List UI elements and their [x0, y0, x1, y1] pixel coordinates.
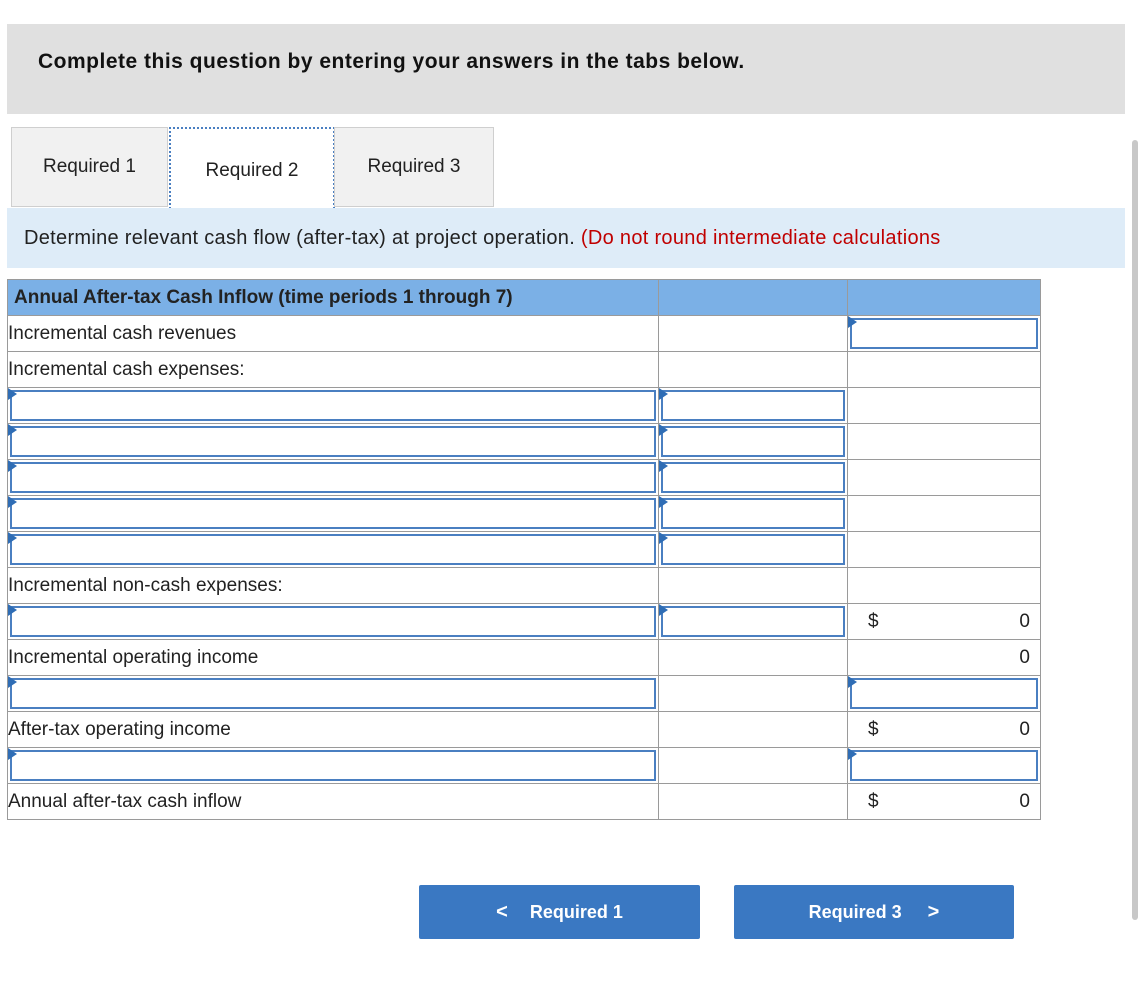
table-row	[8, 388, 1041, 424]
cash-expense-amount-input[interactable]	[661, 498, 845, 529]
instruction-text: Determine relevant cash flow (after-tax) at project operation. (Do not round intermediate calculations	[24, 227, 941, 249]
after-tax-income-label: After-tax operating income	[8, 712, 659, 748]
cash-expenses-label: Incremental cash expenses:	[8, 352, 659, 388]
cash-expense-label-input[interactable]	[10, 534, 656, 565]
tax-amount-input[interactable]	[850, 678, 1038, 709]
table-row	[8, 316, 1041, 352]
cash-inflow-label: Annual after-tax cash inflow	[8, 784, 659, 820]
cash-expense-amount-input[interactable]	[661, 390, 845, 421]
operating-income-value: 0	[1019, 647, 1030, 668]
chevron-right-icon: >	[927, 900, 940, 923]
table-row	[8, 424, 1041, 460]
table-row	[8, 352, 1041, 388]
after-tax-income-value: 0	[1019, 719, 1030, 740]
operating-income-label: Incremental operating income	[8, 640, 659, 676]
noncash-expense-label-input[interactable]	[10, 606, 656, 637]
table-row	[8, 604, 1041, 640]
adjustment-amount-input[interactable]	[850, 750, 1038, 781]
table-row	[8, 784, 1041, 820]
tab-required-1[interactable]: Required 1	[11, 127, 168, 207]
tab-required-2[interactable]: Required 2	[169, 127, 335, 209]
table-row	[8, 640, 1041, 676]
currency-symbol: $	[868, 611, 879, 632]
currency-symbol: $	[868, 719, 879, 740]
instruction-banner	[7, 24, 1125, 114]
table-row	[8, 712, 1041, 748]
table-row	[8, 532, 1041, 568]
chevron-left-icon: <	[496, 900, 508, 923]
table-row	[8, 496, 1041, 532]
cash-expense-label-input[interactable]	[10, 462, 656, 493]
cash-inflow-value: 0	[1019, 791, 1030, 812]
scrollbar[interactable]	[1132, 140, 1138, 920]
tab-required-3[interactable]: Required 3	[334, 127, 494, 207]
rounding-note: (Do not round intermediate calculations	[580, 227, 941, 249]
table-row	[8, 568, 1041, 604]
table-header-col3	[848, 280, 1041, 316]
cash-expense-amount-input[interactable]	[661, 426, 845, 457]
instruction-bar	[7, 208, 1125, 268]
table-row	[8, 748, 1041, 784]
cash-flow-table	[7, 279, 1041, 820]
cash-expense-label-input[interactable]	[10, 498, 656, 529]
cash-expense-amount-input[interactable]	[661, 462, 845, 493]
noncash-expense-amount-input[interactable]	[661, 606, 845, 637]
revenues-amount-input[interactable]	[850, 318, 1038, 349]
currency-symbol: $	[868, 791, 879, 812]
banner-title: Complete this question by entering your answers in the tabs below.	[38, 50, 745, 73]
noncash-total-value: 0	[1019, 611, 1030, 632]
table-row	[8, 460, 1041, 496]
table-header-row	[8, 280, 1041, 316]
cash-expense-amount-input[interactable]	[661, 534, 845, 565]
prev-required-1-button[interactable]: < Required 1	[419, 885, 700, 939]
table-header-col2	[659, 280, 848, 316]
noncash-expenses-label: Incremental non-cash expenses:	[8, 568, 659, 604]
adjustment-label-input[interactable]	[10, 750, 656, 781]
tax-label-input[interactable]	[10, 678, 656, 709]
revenues-label: Incremental cash revenues	[8, 316, 659, 352]
table-row	[8, 676, 1041, 712]
cash-expense-label-input[interactable]	[10, 426, 656, 457]
table-header-label: Annual After-tax Cash Inflow (time periods 1 through 7)	[8, 280, 659, 316]
next-required-3-button[interactable]: Required 3 >	[734, 885, 1014, 939]
cash-expense-label-input[interactable]	[10, 390, 656, 421]
